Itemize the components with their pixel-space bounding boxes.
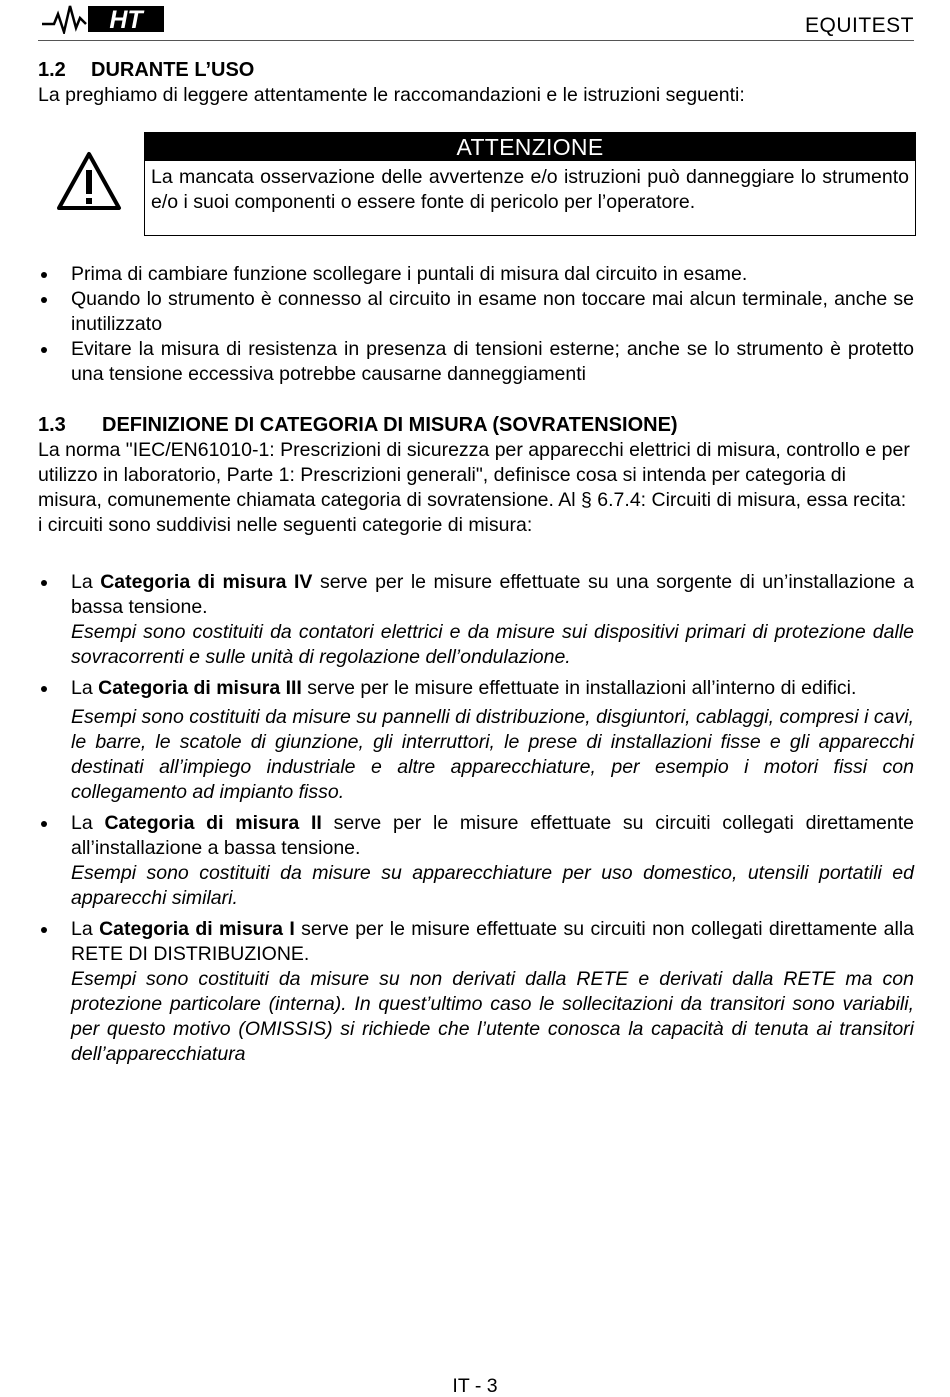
section-paragraph: La norma "IEC/EN61010-1: Prescrizioni di sicurezza per apparecchi elettrici di misura, controllo e per utilizzo in laboratorio, Parte 1: Prescrizioni generali", definisce cosa si intenda per categoria di misura, comunemente chiamata categoria di sovratensione. Al § 6.7.4: Circuiti di misura, essa recita: i circuiti sono suddivisi nelle seguenti categorie di misura:	[38, 439, 910, 536]
category-name: Categoria di misura II	[104, 812, 322, 834]
list-item: Prima di cambiare funzione scollegare i puntali di misura dal circuito in esame.	[38, 262, 914, 287]
page-header	[38, 0, 914, 41]
section-heading	[38, 413, 914, 438]
section-title: DURANTE L’USO	[91, 59, 255, 81]
section-heading	[38, 58, 914, 83]
precautions-list	[38, 262, 914, 387]
category-example: Esempi sono costituiti da misure su pannelli di distribuzione, disgiuntori, cablaggi, compresi i cavi, le barre, le scatole di giunzione, gli interruttori, le prese di installazioni fisse e gli apparecchi destinati all’impiego industriale e altre apparecchiature, per esempio i motori fissi con collegamento ad impianto fisso.	[71, 706, 914, 803]
svg-text:HT: HT	[109, 6, 143, 34]
category-example: Esempi sono costituiti da misure su apparecchiature per uso domestico, utensili portatili ed apparecchi similari.	[71, 862, 914, 909]
list-item: Quando lo strumento è connesso al circuito in esame non toccare mai alcun terminale, anche se inutilizzato	[38, 287, 914, 337]
category-example: Esempi sono costituiti da misure su non derivati dalla RETE e derivati dalla RETE ma con protezione particolare (interna). In quest’ultimo caso le sollecitazioni da transitori sono variabili, per questo motivo (OMISSIS) si richiede che l’utente conosca la capacità di tenuta ai transitori dell’apparecchiatura	[71, 968, 914, 1065]
warning-block	[38, 132, 914, 240]
list-item: La Categoria di misura II serve per le misure effettuate su circuiti collegati direttamente all’installazione a bassa tensione. Esempi sono costituiti da misure su apparecchiature per uso domestico, utensili portatili ed apparecchi similari.	[38, 811, 914, 911]
section-number: 1.3	[38, 414, 66, 436]
category-example: Esempi sono costituiti da contatori elettrici e da misure sui dispositivi primari di protezione dalle sovracorrenti e sulle unità di regolazione dell’ondulazione.	[71, 621, 914, 668]
category-name: Categoria di misura IV	[100, 571, 313, 593]
page-number: IT - 3	[452, 1375, 498, 1397]
document-name: EQUITEST	[804, 14, 914, 37]
section-number: 1.2	[38, 59, 66, 81]
category-name: Categoria di misura I	[99, 918, 295, 940]
category-name: Categoria di misura III	[98, 677, 302, 699]
page-content	[38, 58, 914, 1073]
warning-title: ATTENZIONE	[145, 133, 915, 161]
warning-text: La mancata osservazione delle avvertenze e/o istruzioni può danneggiare lo strumento e/o i suoi componenti o essere fonte di pericolo per l’operatore.	[151, 166, 909, 213]
warning-box	[144, 132, 916, 236]
ht-logo	[40, 2, 166, 34]
section-title: DEFINIZIONE DI CATEGORIA DI MISURA (SOVRATENSIONE)	[102, 414, 678, 436]
list-item: Evitare la misura di resistenza in presenza di tensioni esterne; anche se lo strumento è protetto una tensione eccessiva potrebbe causarne danneggiamenti	[38, 337, 914, 387]
categories-list	[38, 570, 914, 1067]
section-intro: La preghiamo di leggere attentamente le raccomandazioni e le istruzioni seguenti:	[38, 84, 745, 106]
list-item: La Categoria di misura I serve per le misure effettuate su circuiti non collegati direttamente alla RETE DI DISTRIBUZIONE. Esempi sono costituiti da misure su non derivati dalla RETE e derivati dalla RETE ma con protezione particolare (interna). In quest’ultimo caso le sollecitazioni da transitori sono variabili, per questo motivo (OMISSIS) si richiede che l’utente conosca la capacità di tenuta ai transitori dell’apparecchiatura	[38, 917, 914, 1067]
list-item: La Categoria di misura IV serve per le misure effettuate su una sorgente di un’installazione a bassa tensione. Esempi sono costituiti da contatori elettrici e da misure sui dispositivi primari di protezione dalle sovracorrenti e sulle unità di regolazione dell’ondulazione.	[38, 570, 914, 670]
list-item: La Categoria di misura III serve per le misure effettuate in installazioni all’interno di edifici. Esempi sono costituiti da misure su pannelli di distribuzione, disgiuntori, cablaggi, compresi i cavi, le barre, le scatole di giunzione, gli interruttori, le prese di installazioni fisse e gli apparecchi destinati all’impiego industriale e altre apparecchiature, per esempio i motori fissi con collegamento ad impianto fisso.	[38, 676, 914, 805]
warning-triangle-icon	[56, 150, 122, 212]
